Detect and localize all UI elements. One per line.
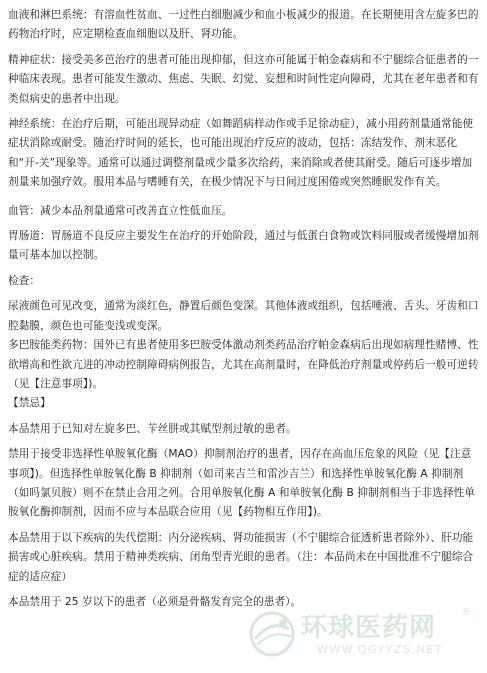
section-heading-contraindications: 【禁忌】 bbox=[8, 397, 51, 410]
paragraph-nervous-system: 神经系统：在治疗后期，可能出现异动症（如舞蹈病样动作或手足徐动症），减小用药剂量通常能使症状消除或耐受。随治疗时间的延长，也可能出现治疗反应的波动，包括：冻结发作、剂末恶化和“开-关”现象等。通常可以通过调整剂量或少量多次给药，来消除或者使其耐受。随后可逐步增加剂量来加强疗效。服用本品与嗜睡有关，在极少情况下与日间过度困倦或突然睡眠发作有关。 bbox=[8, 118, 474, 189]
document-body bbox=[8, 6, 480, 612]
paragraph-gastrointestinal: 胃肠道：胃肠道不良反应主要发生在治疗的开始阶段，通过与低蛋白食物或饮料同服或者缓慢增加剂量可基本加以控制。 bbox=[8, 230, 479, 262]
paragraph-age-restriction: 本品禁用于 25 岁以下的患者（必须是骨骼发育完全的患者）。 bbox=[8, 595, 302, 608]
globe-logo-icon bbox=[247, 609, 297, 659]
paragraph-dopaminergic: 多巴胺能类药物：国外已有患者使用多巴胺受体激动剂类药品治疗帕金森病后出现如病理性赌博、性欲增高和性欲亢进的冲动控制障碍病例报告，尤其在高剂量时，在降低治疗剂量或停药后一般可逆转（见【注意事项】)。 bbox=[8, 339, 479, 390]
site-watermark bbox=[247, 605, 477, 663]
paragraph-vascular: 血管：减少本品剂量通常可改善直立性低血压。 bbox=[8, 204, 233, 217]
paragraph-decompensated-diseases: 本品禁用于以下疾病的失代偿期：内分泌疾病、肾功能损害（不宁腿综合征透析患者除外）、肝功能损害或心脏疾病。禁用于精神类疾病、闭角型青光眼的患者。（注：本品尚未在中国批准不宁腿综合症的适应症） bbox=[8, 531, 474, 583]
paragraph-blood-lymph: 血液和淋巴系统：有溶血性贫血、一过性白细胞减少和血小板减少的报道。在长期使用含左旋多巴的药物治疗时，应定期检查血细胞以及肝、肾功能。 bbox=[8, 9, 479, 41]
watermark-url: WWW.QGYYZS.NET bbox=[317, 643, 443, 656]
paragraph-hypersensitivity: 本品禁用于已知对左旋多巴、苄丝肼或其赋型剂过敏的患者。 bbox=[8, 422, 297, 435]
paragraph-investigations-heading: 检查： bbox=[8, 274, 41, 287]
paragraph-psychiatric: 精神症状：接受美多芭治疗的患者可能出现抑郁，但这亦可能属于帕金森病和不宁腿综合征患者的一种临床表现。患者可能发生激动、焦虑、失眠、幻觉、妄想和时间性定向障碍，尤其在老年患者和有类似病史的患者中出现。 bbox=[8, 53, 479, 105]
watermark-title: 环球医药网 bbox=[301, 613, 437, 643]
paragraph-mao-inhibitors: 禁用于接受非选择性单胺氧化酶（MAO）抑制剂治疗的患者，因存在高血压危象的风险（见【注意事项】)。但选择性单胺氧化酶 B 抑制剂（如司来吉兰和雷沙吉兰）和选择性单胺氧化酶 A 抑制剂（如吗氯贝胺）则不在禁止合用之列。合用单胺氧化酶 A 和单胺氧化酶 B 抑制剂相当于非选择性单胺氧化酶抑制剂，因而不应与本品联合应用（见【药物相互作用】)。 bbox=[8, 448, 476, 519]
registered-mark: ® bbox=[461, 607, 471, 618]
paragraph-urine-color: 尿液颜色可见改变，通常为淡红色，静置后颜色变深。其他体液或组织，包括唾液、舌头、牙齿和口腔黏膜，颜色也可能变浅或变深。 bbox=[8, 300, 479, 332]
